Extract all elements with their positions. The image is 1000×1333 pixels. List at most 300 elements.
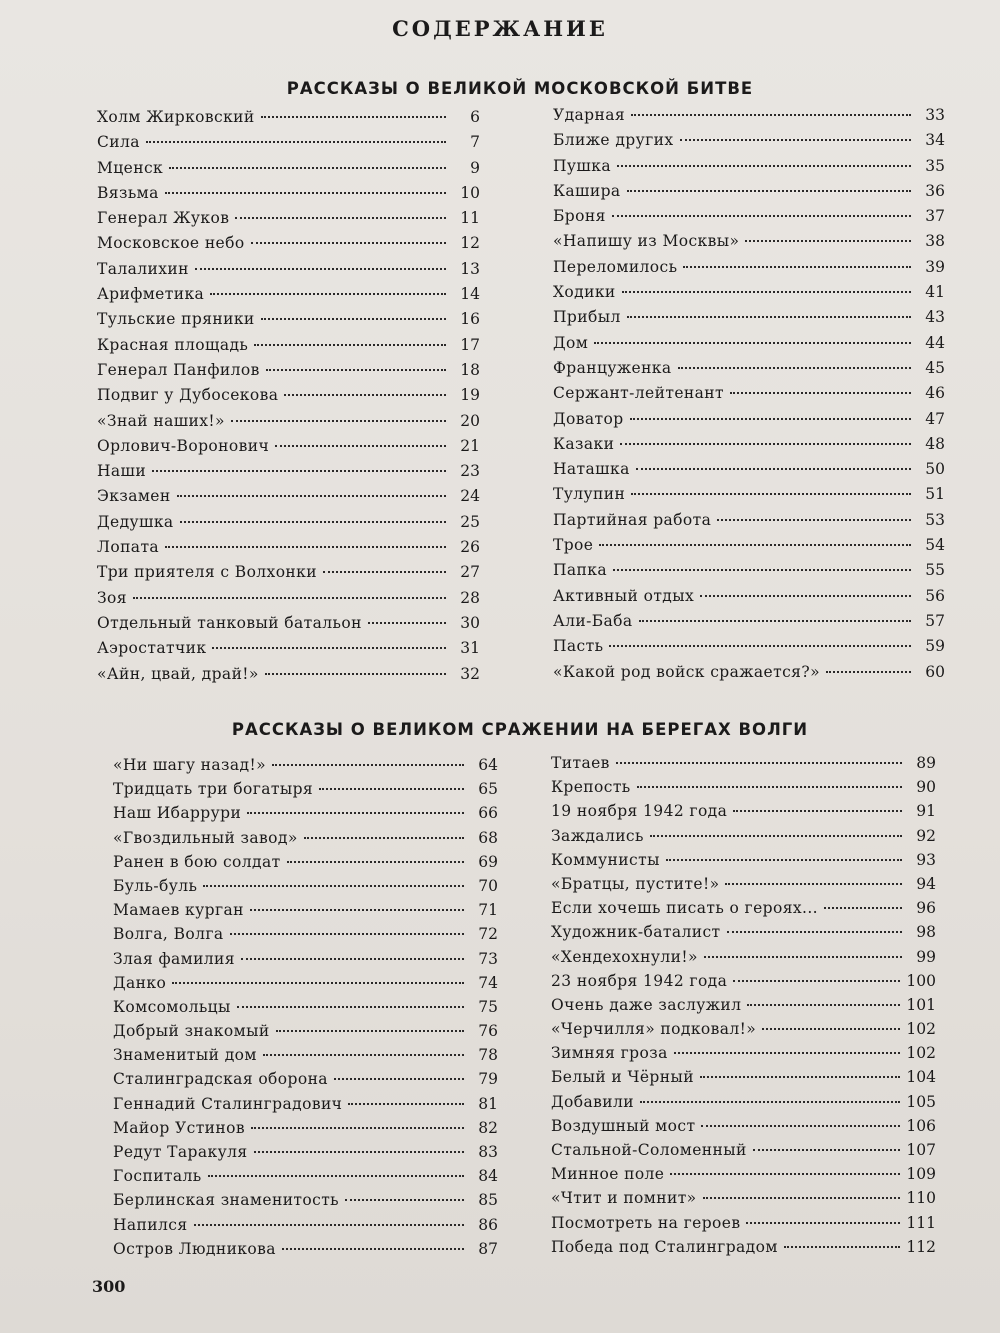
dot-leader (784, 1246, 901, 1248)
toc-entry-page: 74 (478, 973, 498, 992)
toc-entry-page: 30 (460, 613, 480, 632)
dot-leader (650, 835, 902, 837)
toc-entry (553, 511, 945, 536)
toc-entry-page: 37 (925, 207, 945, 226)
toc-column-moscow-left (97, 108, 480, 690)
toc-entry-title: Напился (113, 1215, 188, 1234)
toc-entry-page: 43 (925, 308, 945, 327)
toc-entry-page: 11 (460, 209, 480, 228)
toc-entry-title: «Чтит и помнит» (551, 1189, 697, 1208)
toc-entry-page: 28 (460, 588, 480, 607)
dot-leader (762, 1028, 900, 1030)
toc-entry (113, 901, 498, 925)
toc-entry (553, 384, 945, 409)
toc-entry (113, 1022, 498, 1046)
dot-leader (824, 907, 902, 909)
toc-entry-title: Талалихин (97, 259, 189, 278)
toc-entry (97, 336, 480, 361)
toc-entry (553, 232, 945, 257)
toc-entry-title: Активный отдых (553, 586, 695, 605)
toc-entry (553, 207, 945, 232)
toc-entry (553, 460, 945, 485)
toc-entry-title: «Братцы, пустите!» (551, 874, 720, 893)
toc-entry-title: Добавили (551, 1092, 634, 1111)
toc-entry (553, 106, 945, 131)
toc-entry-page: 13 (460, 259, 480, 278)
toc-entry (551, 1165, 936, 1189)
toc-entry-title: Воздушный мост (551, 1116, 696, 1135)
toc-entry-title: Наташка (553, 460, 630, 479)
toc-entry-page: 79 (478, 1070, 498, 1089)
dot-leader (599, 544, 911, 546)
toc-entry-page: 89 (916, 754, 936, 772)
toc-entry-title: Берлинская знаменитость (113, 1191, 340, 1210)
toc-entry (97, 310, 480, 335)
dot-leader (266, 369, 446, 371)
toc-entry-page: 41 (925, 283, 945, 302)
dot-leader (612, 215, 911, 217)
toc-entry-page: 24 (460, 487, 480, 506)
toc-entry-page: 83 (478, 1143, 498, 1161)
toc-entry (97, 386, 480, 411)
toc-entry-title: Геннадий Сталинградович (113, 1094, 343, 1113)
toc-entry (551, 1068, 936, 1092)
toc-entry-title: Холм Жирковский (97, 108, 255, 126)
toc-entry (97, 513, 480, 538)
toc-entry-page: 32 (460, 664, 480, 683)
dot-leader (631, 493, 911, 495)
dot-leader (146, 141, 446, 143)
toc-entry (551, 1117, 936, 1141)
section-title-moscow: РАССКАЗЫ О ВЕЛИКОЙ МОСКОВСКОЙ БИТВЕ (286, 79, 754, 98)
toc-entry (97, 487, 480, 512)
toc-entry-title: Тульские пряники (97, 310, 255, 329)
dot-leader (670, 1173, 900, 1175)
dot-leader (613, 569, 911, 571)
toc-entry-page: 54 (925, 536, 945, 555)
toc-entry-title: «Айн, цвай, драй!» (97, 664, 259, 683)
dot-leader (746, 1222, 900, 1224)
dot-leader (287, 861, 464, 863)
toc-entry-title: Аэростатчик (97, 639, 207, 658)
toc-entry-page: 72 (478, 925, 498, 944)
toc-entry-title: «Какой род войск сражается?» (553, 662, 820, 681)
toc-entry (97, 133, 480, 158)
dot-leader (177, 495, 446, 497)
dot-leader (241, 958, 464, 960)
toc-entry-title: Сталинградская оборона (113, 1070, 328, 1089)
toc-entry (551, 1020, 936, 1044)
toc-entry-title: Пушка (553, 156, 611, 175)
toc-entry-title: Казаки (553, 434, 615, 453)
toc-entry (553, 308, 945, 333)
toc-entry (553, 334, 945, 359)
toc-entry (97, 437, 480, 462)
toc-entry-page: 68 (478, 828, 498, 847)
toc-entry-title: Добрый знакомый (113, 1022, 270, 1041)
toc-entry-page: 76 (478, 1022, 498, 1041)
toc-entry-title: Дом (553, 333, 589, 352)
toc-entry-page: 44 (925, 333, 945, 352)
toc-entry-page: 91 (916, 802, 936, 821)
toc-entry-page: 112 (906, 1237, 936, 1256)
toc-entry-title: Броня (553, 207, 606, 226)
toc-entry-title: Прибыл (553, 308, 621, 327)
toc-entry-page: 18 (460, 360, 480, 379)
toc-entry (97, 614, 480, 639)
dot-leader (733, 980, 900, 982)
toc-entry-page: 93 (916, 850, 936, 869)
toc-entry (551, 875, 936, 899)
toc-entry-title: Наши (97, 462, 147, 481)
toc-entry-page: 90 (916, 778, 936, 797)
toc-entry-page: 84 (478, 1167, 498, 1186)
toc-entry-title: Посмотреть на героев (551, 1213, 741, 1232)
toc-entry-page: 82 (478, 1118, 498, 1137)
toc-entry (97, 361, 480, 386)
toc-entry-page: 86 (478, 1215, 498, 1234)
toc-entry (113, 756, 498, 780)
dot-leader (637, 786, 902, 788)
toc-entry (551, 1141, 936, 1165)
toc-entry-title: Злая фамилия (113, 949, 235, 968)
toc-entry-title: Али-Баба (553, 611, 633, 630)
toc-entry-page: 50 (925, 460, 945, 479)
toc-entry-page: 99 (916, 947, 936, 966)
toc-entry-title: Папка (553, 561, 608, 580)
toc-entry (553, 612, 945, 637)
toc-entry (113, 829, 498, 853)
dot-leader (640, 1101, 900, 1103)
toc-entry-title: «Напишу из Москвы» (553, 232, 740, 251)
toc-entry-page: 31 (460, 639, 480, 658)
toc-entry-page: 39 (925, 257, 945, 276)
toc-entry-page: 12 (460, 234, 480, 253)
toc-entry (97, 589, 480, 614)
dot-leader (678, 367, 911, 369)
dot-leader (700, 1076, 900, 1078)
toc-entry-page: 34 (925, 131, 945, 150)
toc-entry-title: Пасть (553, 637, 604, 656)
toc-entry-title: Волга, Волга (113, 925, 224, 944)
toc-entry-page: 10 (460, 183, 480, 202)
toc-entry (113, 1095, 498, 1119)
toc-entry (113, 1216, 498, 1240)
toc-entry-title: «Гвоздильный завод» (113, 828, 298, 847)
dot-leader (169, 167, 446, 169)
toc-entry-page: 19 (460, 386, 480, 405)
toc-entry-title: Ближе других (553, 131, 674, 150)
dot-leader (704, 956, 902, 958)
toc-entry-page: 96 (916, 899, 936, 918)
dot-leader (666, 859, 902, 861)
toc-column-moscow-right (553, 106, 945, 688)
toc-entry (551, 778, 936, 802)
toc-entry-title: Заждались (551, 826, 644, 845)
toc-entry-title: Буль-буль (113, 876, 198, 895)
toc-entry (551, 948, 936, 972)
toc-entry-title: Знаменитый дом (113, 1046, 257, 1065)
toc-entry-title: Доватор (553, 409, 624, 428)
toc-entry-page: 57 (925, 611, 945, 630)
toc-entry (551, 972, 936, 996)
toc-entry-page: 25 (460, 512, 480, 531)
toc-entry (97, 234, 480, 259)
dot-leader (208, 1175, 464, 1177)
toc-entry-page: 105 (906, 1092, 936, 1111)
dot-leader (717, 519, 911, 521)
toc-entry (553, 359, 945, 384)
toc-entry-page: 73 (478, 949, 498, 968)
toc-entry-page: 101 (906, 995, 936, 1014)
toc-entry-title: Тулупин (553, 485, 626, 504)
toc-entry (113, 1167, 498, 1191)
toc-entry-title: «Знай наших!» (97, 411, 225, 430)
toc-entry-title: Три приятеля с Волхонки (97, 563, 317, 582)
toc-entry-page: 35 (925, 156, 945, 175)
toc-entry-page: 109 (906, 1165, 936, 1184)
toc-entry-title: Сержант-лейтенант (553, 384, 724, 403)
dot-leader (725, 883, 902, 885)
dot-leader (636, 468, 911, 470)
toc-entry (551, 1044, 936, 1068)
toc-column-volga-right (551, 754, 936, 1262)
toc-entry (97, 285, 480, 310)
dot-leader (275, 445, 446, 447)
toc-entry-page: 26 (460, 538, 480, 557)
dot-leader (165, 192, 446, 194)
toc-entry (551, 827, 936, 851)
toc-entry-title: Отдельный танковый батальон (97, 613, 362, 632)
toc-entry-page: 55 (925, 561, 945, 580)
toc-entry (553, 258, 945, 283)
toc-entry-title: Лопата (97, 538, 160, 557)
toc-entry (553, 637, 945, 662)
toc-entry (97, 563, 480, 588)
dot-leader (727, 931, 903, 933)
toc-entry-page: 102 (906, 1044, 936, 1063)
dot-leader (745, 240, 911, 242)
dot-leader (231, 420, 446, 422)
toc-entry-page: 46 (925, 384, 945, 403)
toc-entry-page: 56 (925, 586, 945, 605)
toc-entry (113, 1119, 498, 1143)
toc-entry-page: 45 (925, 358, 945, 377)
dot-leader (261, 318, 446, 320)
toc-entry (97, 108, 480, 133)
toc-entry-title: Мамаев курган (113, 901, 244, 920)
dot-leader (639, 620, 911, 622)
toc-entry-title: Редут Таракуля (113, 1143, 248, 1161)
dot-leader (622, 291, 911, 293)
dot-leader (180, 521, 446, 523)
dot-leader (210, 293, 446, 295)
toc-entry-page: 69 (478, 852, 498, 871)
toc-entry (551, 1093, 936, 1117)
page-number: 300 (92, 1277, 126, 1296)
toc-entry-page: 38 (925, 232, 945, 251)
toc-entry (113, 853, 498, 877)
toc-entry-title: Дедушка (97, 512, 174, 531)
toc-entry-page: 94 (916, 874, 936, 893)
toc-entry-page: 14 (460, 285, 480, 304)
toc-entry (553, 485, 945, 510)
toc-entry-title: Майор Устинов (113, 1118, 246, 1137)
toc-entry-title: Трое (553, 536, 594, 555)
toc-entry-page: 66 (478, 804, 498, 823)
toc-entry (553, 587, 945, 612)
toc-entry-page: 53 (925, 510, 945, 529)
toc-entry (113, 804, 498, 828)
toc-entry-title: Орлович-Воронович (97, 436, 270, 455)
dot-leader (319, 788, 464, 790)
dot-leader (630, 418, 911, 420)
dot-leader (251, 242, 446, 244)
dot-leader (212, 647, 446, 649)
toc-entry-page: 92 (916, 826, 936, 845)
toc-entry-title: «Черчилля» подковал!» (551, 1020, 757, 1039)
toc-entry-title: Московское небо (97, 234, 245, 253)
toc-entry (113, 877, 498, 901)
toc-entry-page: 65 (478, 780, 498, 799)
toc-entry-title: «Хендехохнули!» (551, 947, 698, 966)
dot-leader (304, 837, 464, 839)
toc-entry-page: 78 (478, 1046, 498, 1065)
toc-entry (553, 536, 945, 561)
dot-leader (282, 1248, 464, 1250)
dot-leader (683, 266, 911, 268)
toc-entry-page: 23 (460, 462, 480, 481)
dot-leader (203, 885, 464, 887)
toc-entry-title: Зимняя гроза (551, 1044, 668, 1063)
toc-entry-title: Ударная (553, 106, 626, 124)
toc-entry (97, 538, 480, 563)
toc-entry (553, 663, 945, 688)
toc-entry-page: 100 (906, 971, 936, 990)
toc-entry-title: Очень даже заслужил (551, 995, 742, 1014)
dot-leader (627, 190, 911, 192)
toc-entry-page: 9 (470, 158, 480, 177)
toc-entry (113, 1240, 498, 1264)
toc-entry (97, 184, 480, 209)
toc-entry-page: 27 (460, 563, 480, 582)
toc-entry (97, 462, 480, 487)
toc-entry-title: Стальной-Соломенный (551, 1141, 747, 1159)
dot-leader (261, 116, 446, 118)
section-title-volga: РАССКАЗЫ О ВЕЛИКОМ СРАЖЕНИИ НА БЕРЕГАХ ВОЛГИ (231, 720, 809, 739)
toc-entry (113, 780, 498, 804)
dot-leader (334, 1078, 464, 1080)
toc-entry-page: 102 (906, 1020, 936, 1039)
dot-leader (620, 443, 911, 445)
toc-entry (551, 1238, 936, 1262)
toc-entry-title: 23 ноября 1942 года (551, 971, 728, 990)
toc-entry (551, 802, 936, 826)
dot-leader (172, 982, 464, 984)
toc-entry (113, 998, 498, 1022)
toc-entry-title: Данко (113, 973, 167, 992)
dot-leader (254, 344, 446, 346)
toc-entry (97, 260, 480, 285)
toc-entry (113, 950, 498, 974)
dot-leader (826, 671, 911, 673)
toc-entry-title: Вязьма (97, 183, 159, 202)
dot-leader (733, 810, 902, 812)
dot-leader (195, 268, 446, 270)
dot-leader (235, 217, 446, 219)
dot-leader (616, 762, 902, 764)
toc-entry-title: Кашира (553, 181, 621, 200)
toc-entry-title: Ранен в бою солдат (113, 852, 281, 871)
toc-entry-page: 7 (470, 133, 480, 152)
toc-entry (551, 923, 936, 947)
dot-leader (631, 114, 911, 116)
dot-leader (165, 546, 446, 548)
toc-entry (553, 283, 945, 308)
toc-entry-title: Наш Ибаррури (113, 804, 242, 823)
toc-entry-page: 110 (906, 1189, 936, 1208)
toc-entry (97, 159, 480, 184)
toc-entry (97, 209, 480, 234)
dot-leader (701, 1125, 900, 1127)
toc-entry-title: Ходики (553, 283, 616, 302)
toc-entry-title: Красная площадь (97, 335, 249, 354)
dot-leader (284, 394, 446, 396)
toc-entry-title: Коммунисты (551, 850, 660, 869)
toc-entry-title: Художник-баталист (551, 923, 721, 942)
toc-entry (113, 1070, 498, 1094)
dot-leader (265, 673, 446, 675)
dot-leader (251, 1127, 464, 1129)
dot-leader (345, 1199, 464, 1201)
toc-entry-page: 104 (906, 1068, 936, 1087)
toc-entry-title: Генерал Панфилов (97, 360, 260, 379)
dot-leader (237, 1006, 464, 1008)
toc-entry-page: 98 (916, 923, 936, 942)
toc-entry (553, 131, 945, 156)
toc-entry-title: Крепость (551, 778, 631, 797)
toc-entry-page: 87 (478, 1239, 498, 1258)
toc-entry (113, 1143, 498, 1167)
toc-entry-page: 21 (460, 436, 480, 455)
toc-entry-title: Француженка (553, 358, 672, 377)
dot-leader (680, 139, 911, 141)
toc-entry-title: Подвиг у Дубосекова (97, 386, 279, 405)
dot-leader (133, 597, 446, 599)
toc-entry-page: 16 (460, 310, 480, 329)
dot-leader (703, 1197, 901, 1199)
toc-entry (553, 410, 945, 435)
toc-entry-page: 70 (478, 876, 498, 895)
toc-entry (551, 899, 936, 923)
page-title: СОДЕРЖАНИЕ (392, 16, 608, 41)
toc-column-volga-left (113, 756, 498, 1264)
toc-entry-page: 33 (925, 106, 945, 124)
toc-entry-title: «Ни шагу назад!» (113, 756, 266, 774)
dot-leader (254, 1151, 464, 1153)
toc-entry (553, 435, 945, 460)
dot-leader (194, 1224, 464, 1226)
toc-entry (551, 754, 936, 778)
toc-entry (551, 996, 936, 1020)
toc-entry-page: 36 (925, 181, 945, 200)
toc-entry-page: 106 (906, 1116, 936, 1135)
toc-entry-title: Мценск (97, 158, 164, 177)
toc-entry-title: Госпиталь (113, 1167, 202, 1186)
dot-leader (263, 1054, 464, 1056)
toc-entry-title: Комсомольцы (113, 997, 231, 1016)
dot-leader (276, 1030, 464, 1032)
